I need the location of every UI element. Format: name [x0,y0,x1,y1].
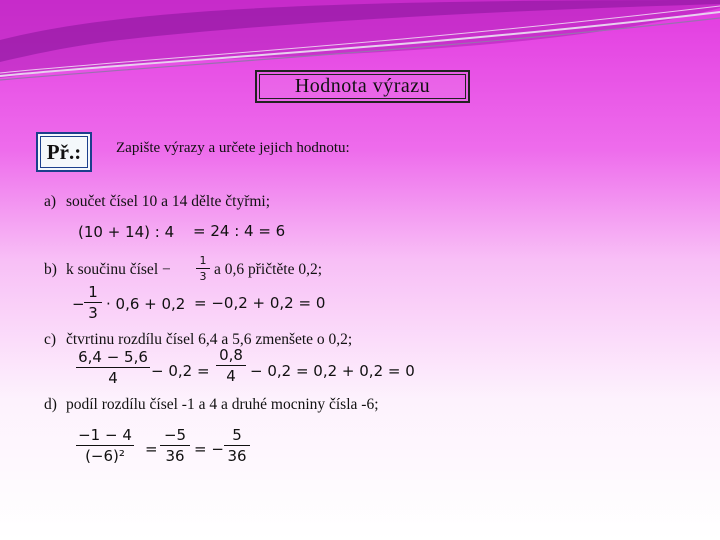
task-d-equals-minus: = − [194,440,224,458]
task-b [44,261,171,279]
task-a-result: = 24 : 4 = 6 [193,222,286,240]
fraction-bar [224,445,250,446]
fraction-bar [196,268,210,269]
fraction-numerator: 6,4 − 5,6 [78,348,148,366]
task-text-before: k součinu čísel − [66,261,171,278]
fraction-numerator: −1 − 4 [78,426,132,444]
fraction-denominator: 3 [199,270,207,283]
fraction-numerator: −5 [163,426,187,444]
task-d [44,396,379,414]
task-b-minus: − [72,295,85,313]
fraction-numerator: 5 [232,426,242,444]
slide-title: Hodnota výrazu [294,75,431,97]
task-b-expression-rest: · 0,6 + 0,2 [106,295,186,313]
instruction-text: Zapište výrazy a určete jejich hodnotu: [116,140,350,156]
task-c-result: − 0,2 = 0,2 + 0,2 = 0 [250,362,415,380]
fraction-denominator: 36 [165,447,185,465]
task-a [44,193,270,211]
fraction-denominator: 4 [108,369,118,387]
task-b-inline-fraction [196,254,210,283]
fraction-denominator: 3 [88,304,98,322]
task-label: b) [44,261,57,278]
fraction-bar [76,367,150,368]
fraction-denominator: 36 [227,447,247,465]
task-d-fraction [76,426,134,465]
task-b-result: = −0,2 + 0,2 = 0 [194,294,326,312]
slide-title-box [255,70,470,103]
task-c-fraction [76,348,150,387]
task-d-result-fraction-2 [224,426,250,465]
example-label: Př.: [46,139,82,164]
fraction-numerator: 0,8 [219,346,243,364]
task-d-equals: = [145,440,158,458]
task-c-result-fraction [216,346,246,385]
task-label: a) [44,193,57,210]
task-text: podíl rozdílu čísel -1 a 4 a druhé mocniny čísla -6; [66,396,379,413]
fraction-denominator: (−6)² [85,447,125,465]
fraction-numerator: 1 [199,254,207,267]
task-d-result-fraction-1 [160,426,190,465]
task-b-text-after: a 0,6 přičtěte 0,2; [214,261,323,278]
fraction-bar [84,302,102,303]
task-c-expression-rest: − 0,2 = [151,362,210,380]
fraction-denominator: 4 [226,367,236,385]
task-c [44,331,352,349]
example-label-box [36,132,92,172]
task-b-fraction [84,283,102,322]
fraction-bar [216,365,246,366]
fraction-numerator: 1 [88,283,98,301]
task-text: součet čísel 10 a 14 dělte čtyřmi; [66,193,271,210]
task-text: čtvrtinu rozdílu čísel 6,4 a 5,6 zmenšete o 0,2; [66,331,353,348]
fraction-bar [160,445,190,446]
fraction-bar [76,445,134,446]
task-label: d) [44,396,57,413]
task-a-expression: (10 + 14) : 4 [78,223,175,241]
task-label: c) [44,331,57,348]
